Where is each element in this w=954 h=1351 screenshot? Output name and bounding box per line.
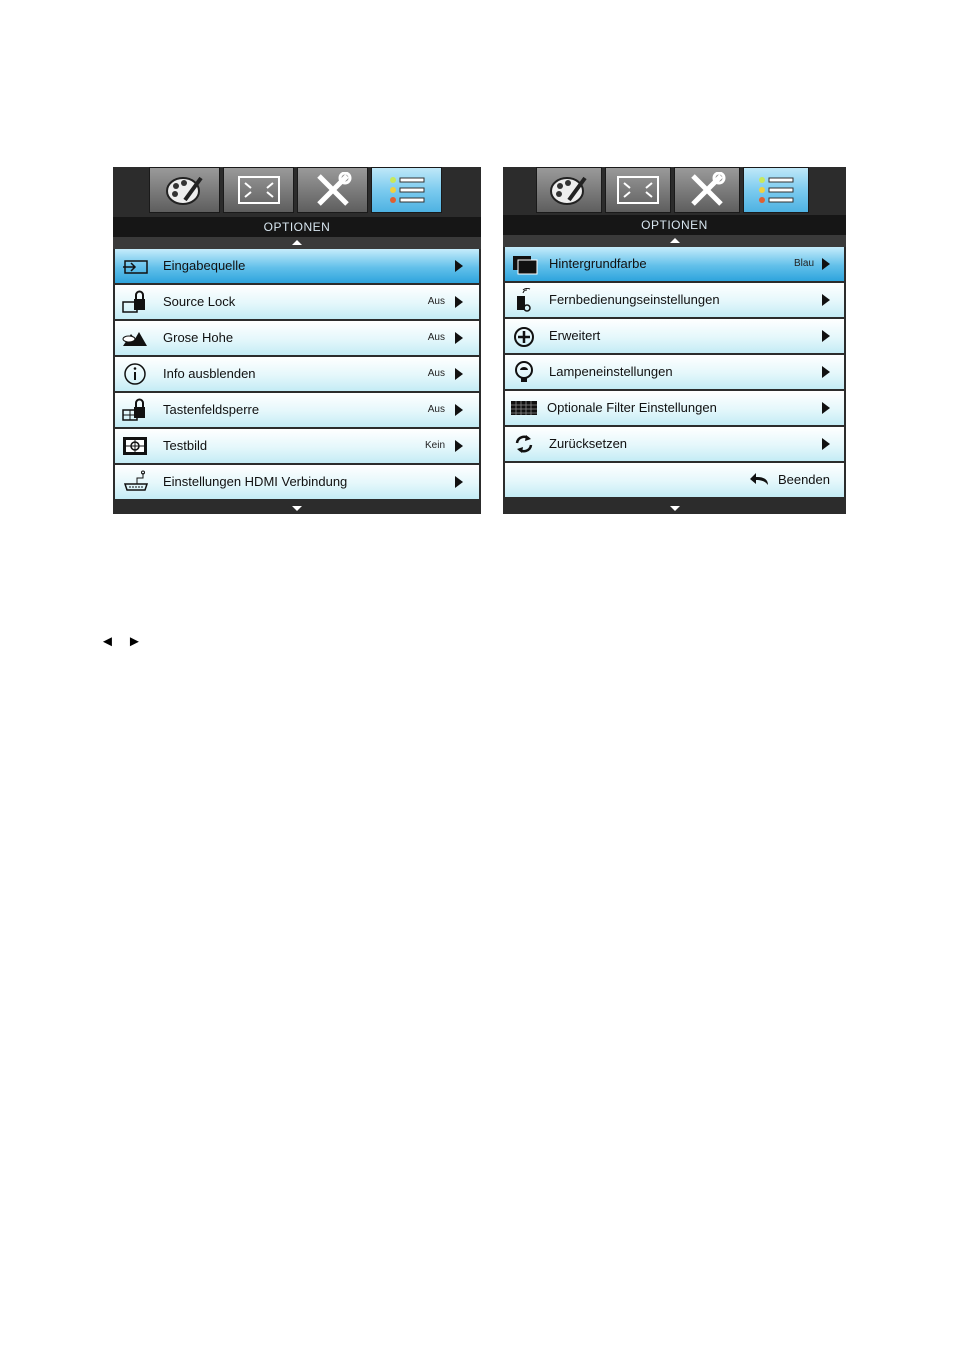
palette-icon	[165, 172, 205, 208]
return-arrow-icon	[750, 471, 770, 487]
item-label: Optionale Filter Einstellungen	[547, 400, 717, 415]
menu-items	[115, 249, 479, 501]
chevron-right-icon	[822, 258, 830, 270]
scroll-up[interactable]	[113, 237, 481, 249]
info-icon	[121, 362, 149, 386]
down-arrow-icon	[670, 506, 680, 511]
chevron-right-icon	[455, 476, 463, 488]
tools-icon	[687, 172, 727, 208]
item-label: Source Lock	[163, 294, 236, 309]
options-list-icon	[756, 175, 796, 205]
item-label: Fernbedienungseinstellungen	[549, 292, 720, 307]
palette-icon	[549, 172, 589, 208]
up-arrow-icon	[292, 240, 302, 245]
item-label: Testbild	[163, 438, 208, 453]
menu-item-fernbedienung[interactable]	[505, 283, 844, 317]
item-value: Aus	[427, 332, 445, 343]
chevron-right-icon	[455, 440, 463, 452]
hdmi-link-icon	[121, 470, 149, 494]
source-lock-icon	[121, 290, 149, 314]
tab-bar	[149, 167, 442, 215]
menu-item-source-lock[interactable]	[115, 285, 479, 319]
chevron-right-icon	[455, 296, 463, 308]
tab-image[interactable]	[149, 167, 220, 213]
nav-arrows-hint: ◄ ►	[100, 633, 146, 650]
menu-item-grose-hohe[interactable]	[115, 321, 479, 355]
tab-display[interactable]	[605, 167, 671, 213]
chevron-right-icon	[822, 294, 830, 306]
keypad-lock-icon	[121, 398, 149, 422]
background-color-icon	[511, 252, 539, 276]
chevron-right-icon	[822, 438, 830, 450]
item-label: Grose Hohe	[163, 330, 234, 345]
menu-item-filter[interactable]	[505, 391, 844, 425]
item-label: Zurücksetzen	[549, 436, 628, 451]
menu-title: OPTIONEN	[113, 217, 481, 237]
scroll-down[interactable]	[503, 504, 846, 514]
item-value: Aus	[427, 368, 445, 379]
menu-item-tastenfeldsperre[interactable]	[115, 393, 479, 427]
osd-menu-left	[113, 167, 481, 514]
advanced-icon	[511, 324, 539, 348]
high-altitude-icon	[121, 326, 149, 350]
menu-items	[505, 247, 844, 499]
item-value: Kein	[424, 440, 445, 451]
tools-icon	[313, 172, 353, 208]
osd-menu-right	[503, 167, 846, 514]
item-value: Aus	[427, 296, 445, 307]
tab-setup[interactable]	[297, 167, 368, 213]
menu-item-info-ausblenden[interactable]	[115, 357, 479, 391]
tab-display[interactable]	[223, 167, 294, 213]
lamp-icon	[511, 360, 539, 384]
menu-item-testbild[interactable]	[115, 429, 479, 463]
screen-icon	[237, 175, 281, 205]
item-value: Blau	[793, 258, 814, 269]
chevron-right-icon	[455, 332, 463, 344]
item-label: Info ausblenden	[163, 366, 256, 381]
chevron-right-icon	[822, 366, 830, 378]
chevron-right-icon	[455, 368, 463, 380]
screen-icon	[616, 175, 660, 205]
tab-bar	[536, 167, 809, 215]
item-label: Erweitert	[549, 328, 601, 343]
tab-options[interactable]	[743, 167, 809, 213]
menu-item-beenden[interactable]	[505, 463, 844, 497]
item-label: Hintergrundfarbe	[549, 256, 647, 271]
remote-settings-icon	[511, 288, 539, 312]
down-arrow-icon	[292, 506, 302, 511]
chevron-right-icon	[822, 330, 830, 342]
menu-item-erweitert[interactable]	[505, 319, 844, 353]
item-label: Eingabequelle	[163, 258, 246, 273]
menu-item-zuruecksetzen[interactable]	[505, 427, 844, 461]
menu-item-eingabequelle[interactable]	[115, 249, 479, 283]
exit-label: Beenden	[777, 472, 830, 487]
up-arrow-icon	[670, 238, 680, 243]
menu-title: OPTIONEN	[503, 215, 846, 235]
menu-item-lampeneinstellungen[interactable]	[505, 355, 844, 389]
chevron-right-icon	[455, 404, 463, 416]
item-label: Einstellungen HDMI Verbindung	[163, 474, 348, 489]
input-source-icon	[121, 254, 149, 278]
scroll-down[interactable]	[113, 504, 481, 514]
scroll-up[interactable]	[503, 235, 846, 247]
tab-setup[interactable]	[674, 167, 740, 213]
tab-options[interactable]	[371, 167, 442, 213]
chevron-right-icon	[822, 402, 830, 414]
options-list-icon	[387, 175, 427, 205]
chevron-right-icon	[455, 260, 463, 272]
item-label: Lampeneinstellungen	[549, 364, 673, 379]
menu-item-hdmi-verbindung[interactable]	[115, 465, 479, 499]
menu-item-hintergrundfarbe[interactable]	[505, 247, 844, 281]
tab-image[interactable]	[536, 167, 602, 213]
reset-icon	[511, 432, 539, 456]
filter-icon	[511, 396, 539, 420]
test-pattern-icon	[121, 434, 149, 458]
item-label: Tastenfeldsperre	[163, 402, 260, 417]
item-value: Aus	[427, 404, 445, 415]
